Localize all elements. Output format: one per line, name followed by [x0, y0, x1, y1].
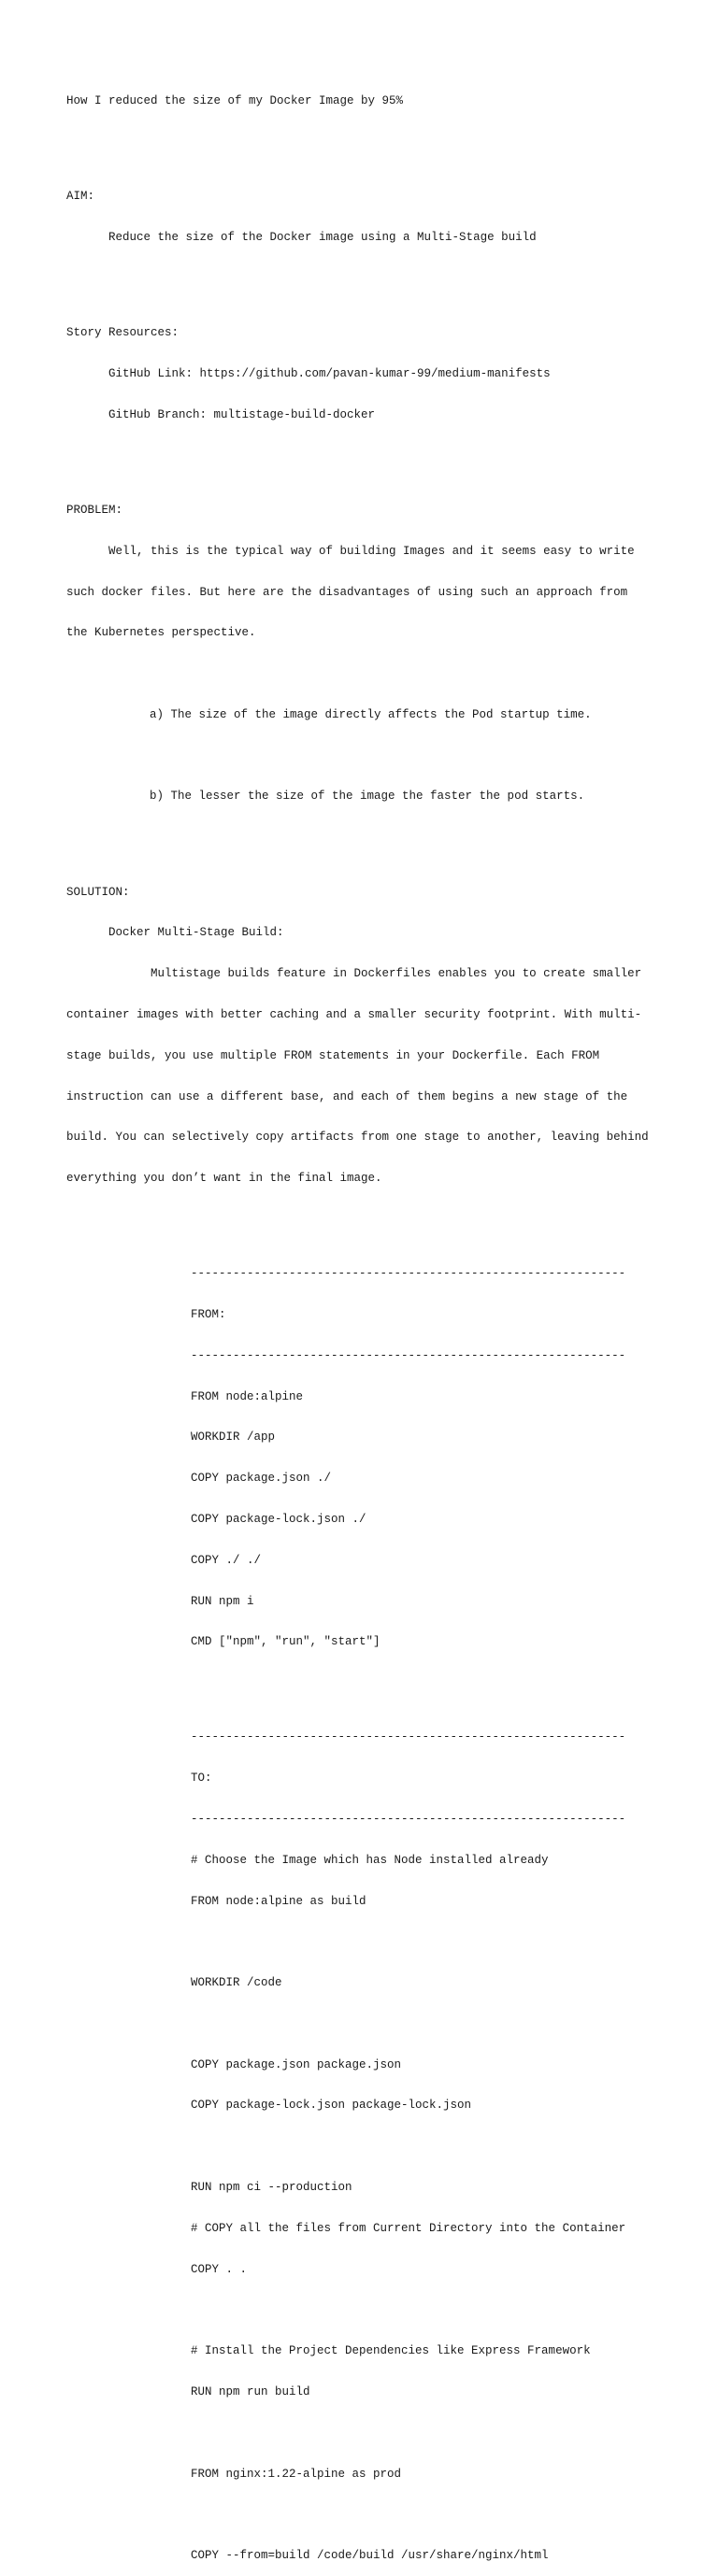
code-line [66, 2508, 665, 2522]
code-line: # COPY all the files from Current Directory into the Container [191, 2221, 626, 2235]
code-line [66, 2303, 665, 2317]
problem-line-2: such docker files. But here are the disadvantages of using such an approach from [66, 585, 628, 599]
document-page [66, 67, 665, 2576]
code-line: # Install the Project Dependencies like Express Framework [191, 2344, 591, 2358]
problem-heading: PROBLEM: [66, 504, 123, 517]
rule-divider: -------------------------------------------------------------- [191, 1267, 626, 1281]
solution-line: instruction can use a different base, and each of them begins a new stage of the [66, 1089, 628, 1103]
solution-line: Multistage builds feature in Dockerfiles enables you to create smaller [66, 967, 642, 981]
code-line: RUN npm run build [191, 2384, 310, 2398]
solution-line: build. You can selectively copy artifacts from one stage to another, leaving behind [66, 1131, 649, 1145]
rule-divider: -------------------------------------------------------------- [191, 1348, 626, 1362]
code-line: RUN npm i [191, 1594, 254, 1608]
code-line: WORKDIR /app [191, 1430, 276, 1445]
solution-heading: SOLUTION: [66, 885, 130, 899]
solution-line: everything you don’t want in the final image. [66, 1172, 382, 1186]
problem-point-b: b) The lesser the size of the image the faster the pod starts. [150, 790, 585, 804]
code-line [66, 2017, 665, 2031]
code-line: FROM nginx:1.22-alpine as prod [191, 2467, 402, 2481]
from-label: FROM: [191, 1308, 226, 1322]
code-line: WORKDIR /code [191, 1976, 282, 1990]
solution-line: container images with better caching and a smaller security footprint. With multi- [66, 1007, 642, 1021]
solution-line: stage builds, you use multiple FROM statements in your Dockerfile. Each FROM [66, 1048, 600, 1062]
aim-text: Reduce the size of the Docker image using a Multi-Stage build [108, 231, 537, 245]
github-branch: GitHub Branch: multistage-build-docker [108, 407, 376, 421]
code-line: COPY . . [191, 2262, 248, 2276]
rule-divider: -------------------------------------------------------------- [191, 1813, 626, 1826]
code-line: RUN npm ci --production [191, 2181, 352, 2195]
resources-heading: Story Resources: [66, 326, 180, 340]
code-line [66, 1935, 665, 1949]
code-line: CMD ["npm", "run", "start"] [191, 1635, 381, 1649]
code-line: COPY package-lock.json package-lock.json [191, 2099, 472, 2113]
code-line: FROM node:alpine [191, 1389, 304, 1403]
document-title: How I reduced the size of my Docker Image by 95% [66, 94, 404, 108]
aim-heading: AIM: [66, 190, 95, 204]
code-line: FROM node:alpine as build [191, 1894, 366, 1908]
rule-divider: -------------------------------------------------------------- [191, 1730, 626, 1744]
code-line: COPY package-lock.json ./ [191, 1512, 366, 1526]
code-line [66, 2140, 665, 2154]
problem-line-3: the Kubernetes perspective. [66, 626, 256, 640]
problem-point-a: a) The size of the image directly affects the Pod startup time. [150, 707, 592, 721]
code-line: COPY ./ ./ [191, 1553, 262, 1567]
to-label: TO: [191, 1772, 212, 1786]
code-line: COPY package.json package.json [191, 2057, 402, 2071]
code-line: # Choose the Image which has Node installed already [191, 1853, 549, 1867]
code-line: COPY package.json ./ [191, 1472, 332, 1486]
solution-subheading: Docker Multi-Stage Build: [108, 926, 284, 940]
code-line: COPY --from=build /code/build /usr/share/nginx/html [191, 2549, 549, 2563]
github-link: GitHub Link: https://github.com/pavan-kumar-99/medium-manifests [108, 367, 551, 381]
problem-line-1: Well, this is the typical way of building Images and it seems easy to write [66, 544, 635, 558]
code-line [66, 2427, 665, 2441]
